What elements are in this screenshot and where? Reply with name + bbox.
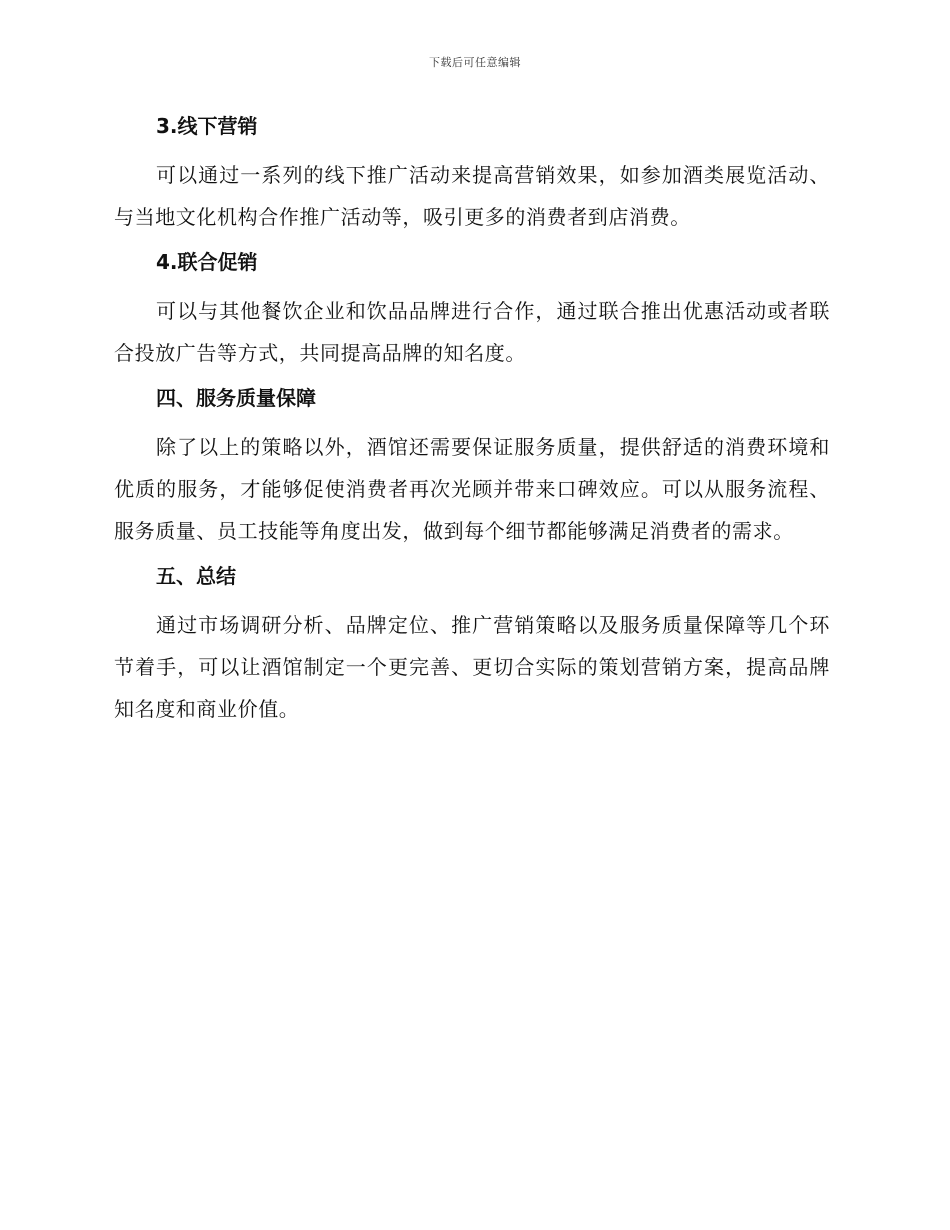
section-paragraph: 可以通过一系列的线下推广活动来提高营销效果，如参加酒类展览活动、与当地文化机构合作推广活动等，吸引更多的消费者到店消费。	[114, 163, 830, 229]
document-body	[114, 110, 830, 738]
section-heading: 四、服务质量保障	[156, 386, 316, 410]
section-service-quality	[114, 382, 830, 552]
section-paragraph: 除了以上的策略以外，酒馆还需要保证服务质量，提供舒适的消费环境和优质的服务，才能够促使消费者再次光顾并带来口碑效应。可以从服务流程、服务质量、员工技能等角度出发，做到每个细节都能够满足消费者的需求。	[114, 435, 830, 543]
section-paragraph: 通过市场调研分析、品牌定位、推广营销策略以及服务质量保障等几个环节着手，可以让酒馆制定一个更完善、更切合实际的策划营销方案，提高品牌知名度和商业价值。	[114, 613, 830, 721]
section-summary	[114, 560, 830, 730]
section-heading: 4.联合促销	[156, 250, 258, 274]
section-offline-marketing	[114, 110, 830, 238]
section-heading: 五、总结	[156, 564, 236, 588]
page-header: 下载后可任意编辑	[429, 56, 521, 69]
section-joint-promotion	[114, 246, 830, 374]
section-paragraph: 可以与其他餐饮企业和饮品品牌进行合作，通过联合推出优惠活动或者联合投放广告等方式，共同提高品牌的知名度。	[114, 299, 830, 365]
section-heading: 3.线下营销	[156, 114, 258, 138]
